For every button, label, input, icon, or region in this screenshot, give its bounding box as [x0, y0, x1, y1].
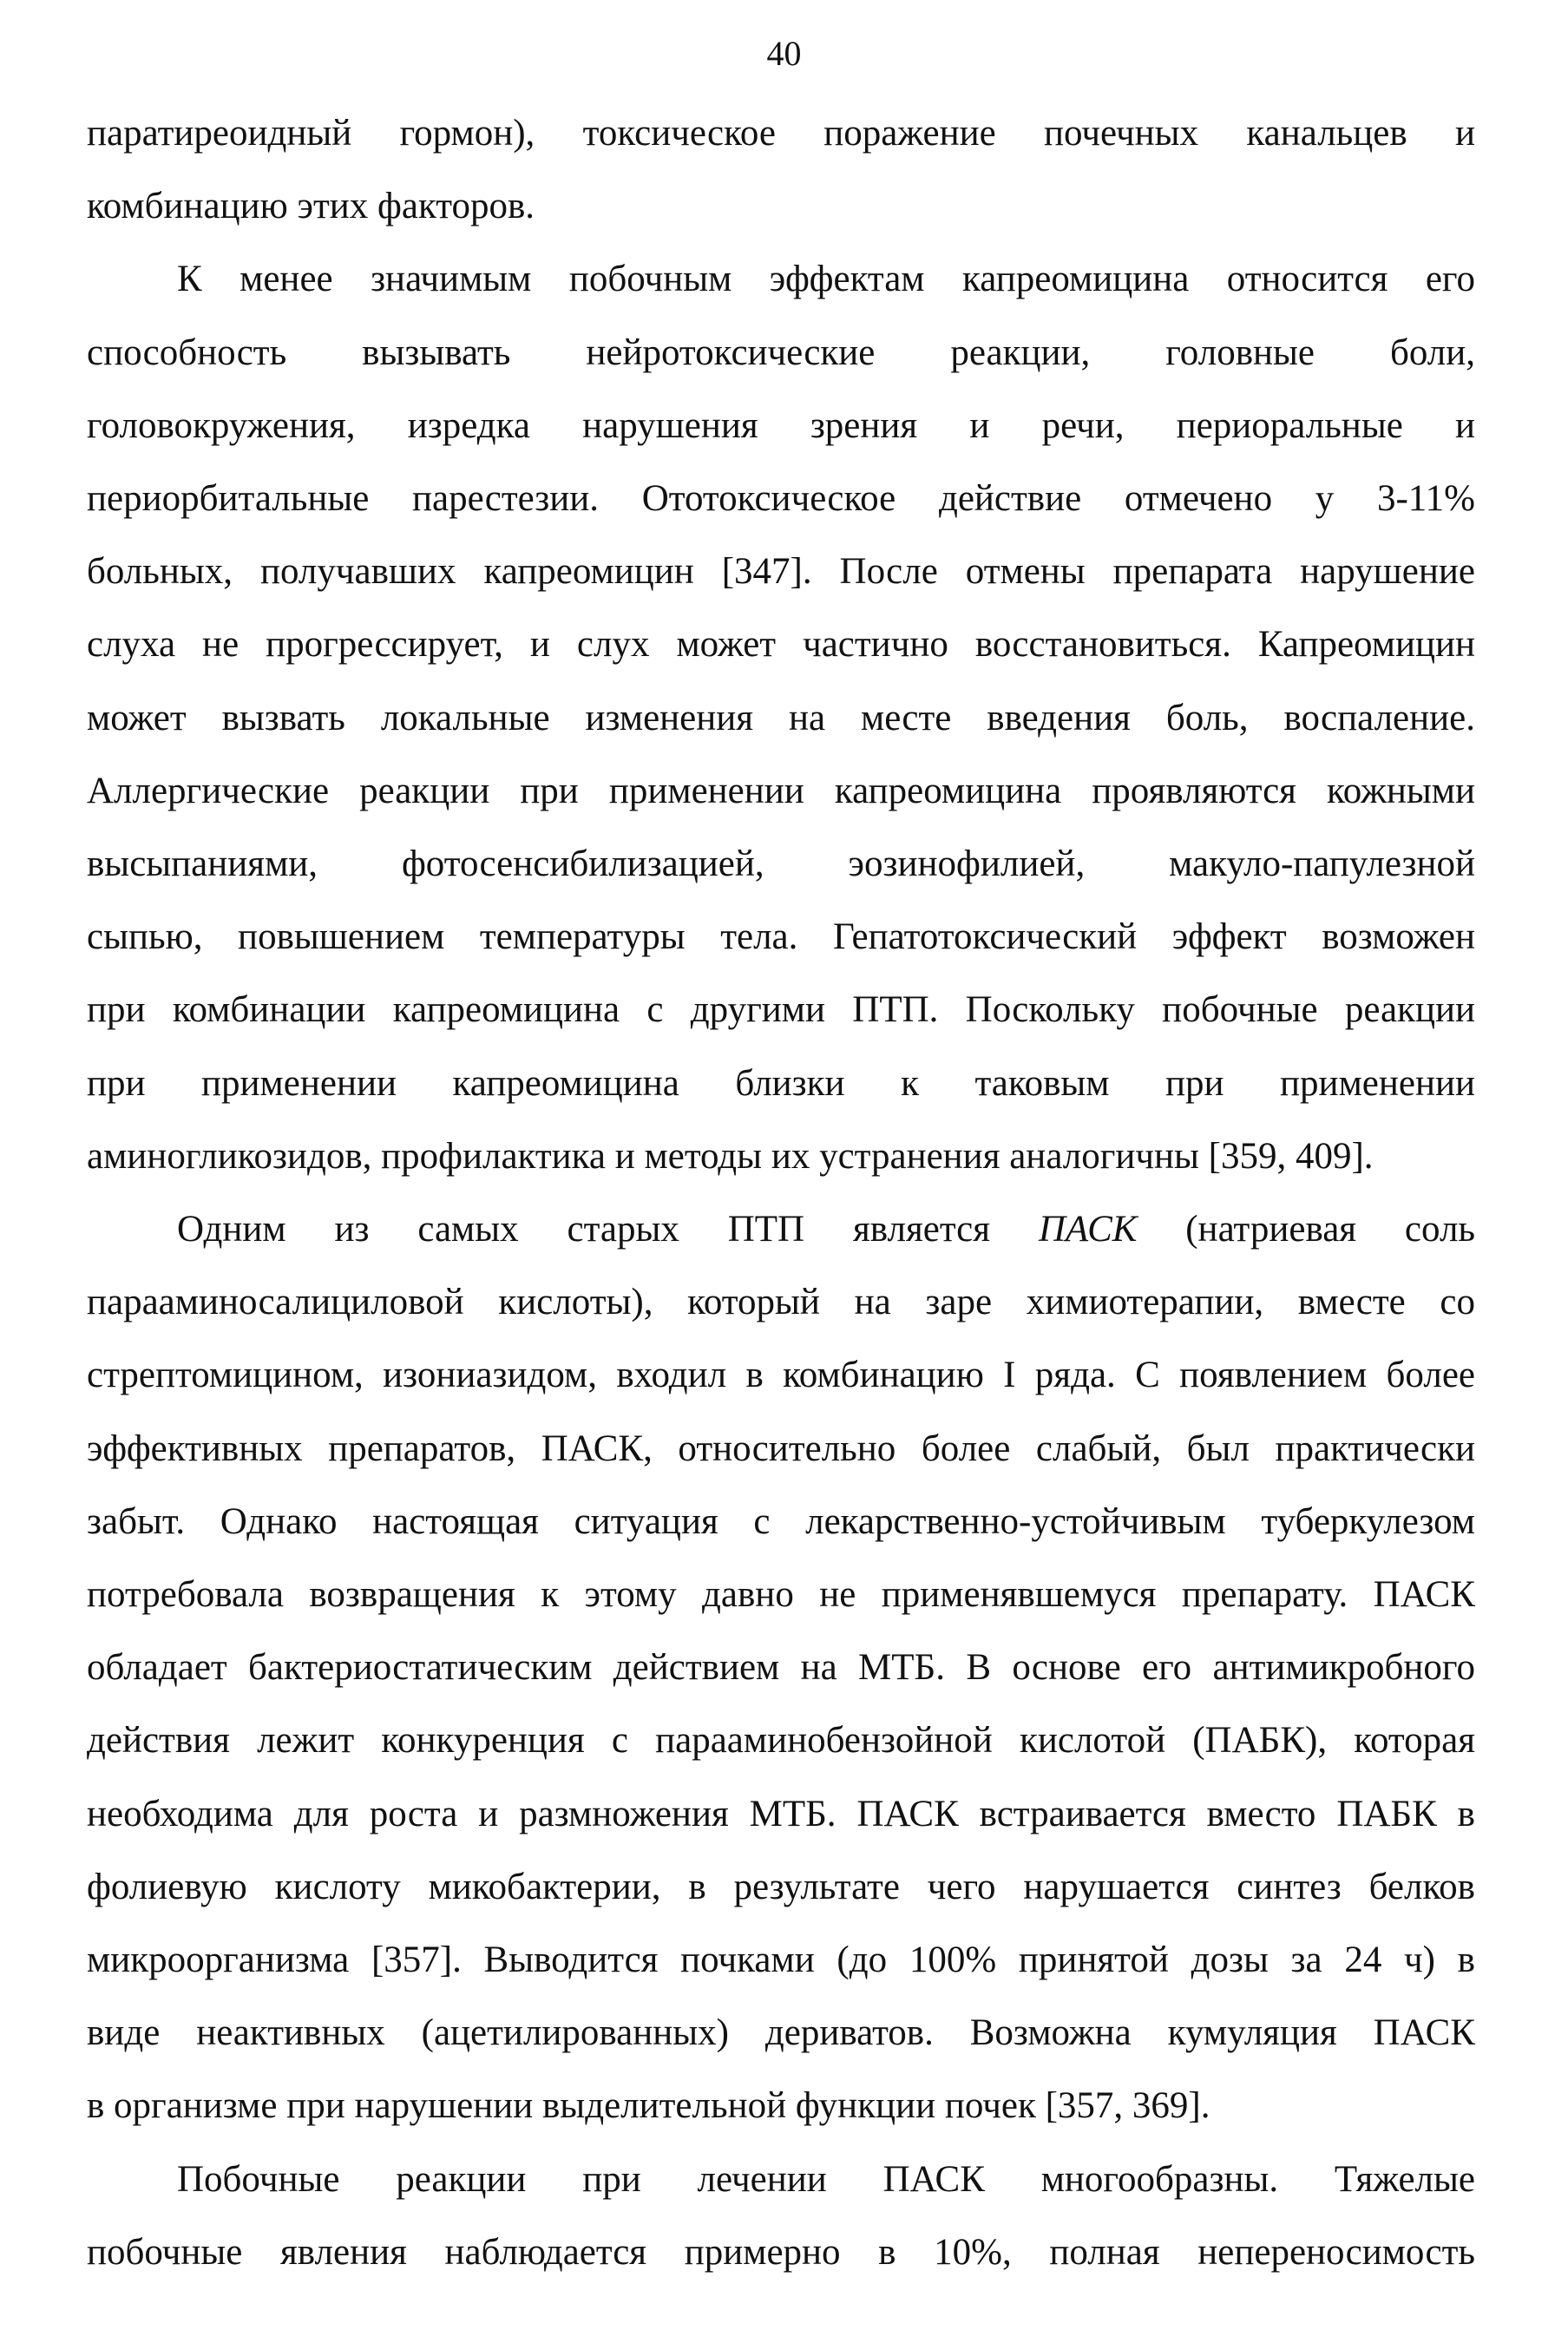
text-line: парааминосалициловой кислоты), который на заре химиотерапии, вместе со	[87, 1282, 1475, 1323]
text-line: при комбинации капреомицина с другими ПТП. Поскольку побочные реакции	[87, 989, 1475, 1031]
text-line: паратиреоидный гормон), токсическое поражение почечных канальцев и	[87, 113, 1475, 154]
text-line: может вызвать локальные изменения на месте введения боль, воспаление.	[87, 697, 1475, 738]
text-fragment: Одним из самых старых ПТП является	[177, 1209, 990, 1250]
text-line: потребовала возвращения к этому давно не применявшемуся препарату. ПАСК	[87, 1574, 1475, 1616]
text-line: стрептомицином, изониазидом, входил в комбинацию I ряда. С появлением более	[87, 1355, 1475, 1396]
text-line: побочные явления наблюдается примерно в 10%, полная непереносимость	[87, 2231, 1475, 2273]
text-line: фолиевую кислоту микобактерии, в результате чего нарушается синтез белков	[87, 1866, 1475, 1907]
text-line: аминогликозидов, профилактика и методы их устранения аналогичны [359, 409].	[87, 1135, 1374, 1177]
drug-name-italic: ПАСК	[1038, 1209, 1138, 1250]
page-number: 40	[766, 34, 802, 73]
text-line: способность вызывать нейротоксические реакции, головные боли,	[87, 331, 1475, 373]
body-text	[87, 97, 1475, 2289]
text-line: Побочные реакции при лечении ПАСК многообразны. Тяжелые	[177, 2158, 1475, 2200]
text-line: необходима для роста и размножения МТБ. ПАСК встраивается вместо ПАБК в	[87, 1793, 1475, 1834]
text-line: сыпью, повышением температуры тела. Гепатотоксический эффект возможен	[87, 916, 1475, 958]
text-line: комбинацию этих факторов.	[87, 186, 535, 227]
text-line: обладает бактериостатическим действием на МТБ. В основе его антимикробного	[87, 1647, 1475, 1689]
text-line: К менее значимым побочным эффектам капреомицина относится его	[177, 259, 1475, 300]
text-line: микроорганизма [357]. Выводится почками (до 100% принятой дозы за 24 ч) в	[87, 1939, 1475, 1981]
text-line: забыт. Однако настоящая ситуация с лекарственно-устойчивым туберкулезом	[87, 1500, 1475, 1542]
text-line: больных, получавших капреомицин [347]. После отмены препарата нарушение	[87, 551, 1475, 593]
text-line: эффективных препаратов, ПАСК, относительно более слабый, был практически	[87, 1427, 1475, 1469]
text-line: Аллергические реакции при применении капреомицина проявляются кожными	[87, 770, 1475, 811]
text-line	[87, 1193, 1475, 1266]
text-line: действия лежит конкуренция с парааминобензойной кислотой (ПАБК), которая	[87, 1720, 1475, 1762]
text-line: периорбитальные парестезии. Ототоксическое действие отмечено у 3-11%	[87, 478, 1475, 520]
text-line: в организме при нарушении выделительной функции почек [357, 369].	[87, 2085, 1210, 2127]
text-line: виде неактивных (ацетилированных) дериватов. Возможна кумуляция ПАСК	[87, 2012, 1475, 2054]
text-fragment: (натриевая соль	[1185, 1209, 1476, 1250]
text-line: слуха не прогрессирует, и слух может частично восстановиться. Капреомицин	[87, 624, 1475, 666]
text-line: при применении капреомицина близки к таковым при применении	[87, 1062, 1475, 1104]
text-line: головокружения, изредка нарушения зрения и речи, периоральные и	[87, 404, 1475, 446]
text-line: высыпаниями, фотосенсибилизацией, эозинофилией, макуло-папулезной	[87, 843, 1475, 885]
